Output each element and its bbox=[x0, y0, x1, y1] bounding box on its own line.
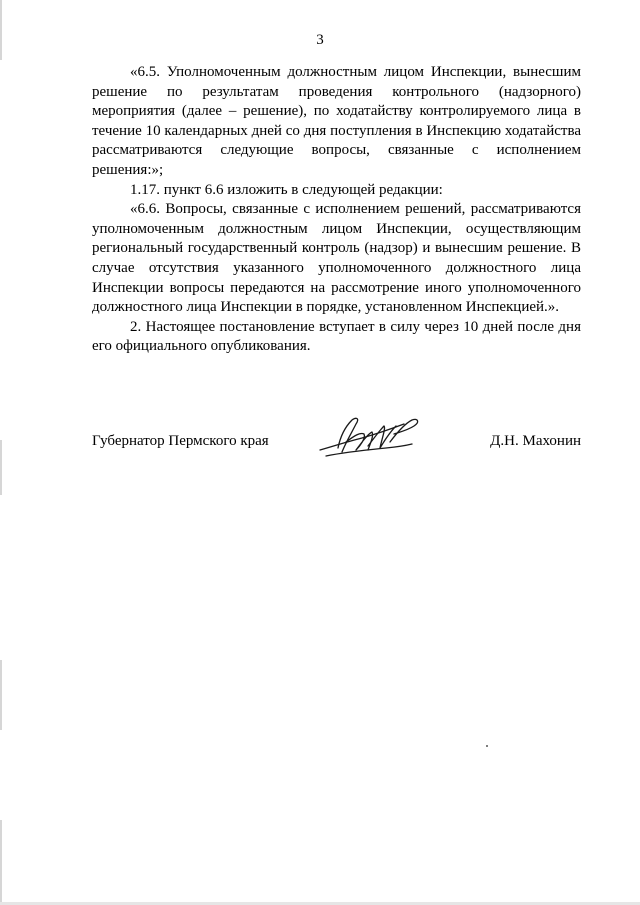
signatory-position: Губернатор Пермского края bbox=[92, 433, 269, 449]
signature-block bbox=[92, 430, 581, 460]
document-body bbox=[92, 63, 581, 357]
handwritten-signature bbox=[316, 412, 426, 460]
scan-edge-mark bbox=[0, 660, 2, 730]
paragraph-1-17: 1.17. пункт 6.6 изложить в следующей редакции: bbox=[130, 181, 443, 198]
page-number: 3 bbox=[316, 32, 324, 48]
signatory-name: Д.Н. Махонин bbox=[490, 433, 581, 449]
scan-edge-mark bbox=[0, 440, 2, 495]
paragraph-6-6: «6.6. Вопросы, связанные с исполнением решений, рассматриваются уполномоченным должностным лицом Инспекции, осуществляющим региональный государственный контроль (надзор) и вынесшим решение. В случае отсутствия указанного уполномоченного должностного лица Инспекции вопросы передаются на рассмотрение иного уполномоченного должностного лица Инспекции в порядке, установленном Инспекцией.». bbox=[92, 201, 581, 316]
paragraph-2: 2. Настоящее постановление вступает в силу через 10 дней после дня его официального опубликования. bbox=[92, 318, 581, 355]
scan-speck bbox=[486, 745, 488, 747]
paragraph-6-5: «6.5. Уполномоченным должностным лицом Инспекции, вынесшим решение по результатам проведения контрольного (надзорного) мероприятия (далее – решение), по ходатайству контролируемого лица в течение 10 календарных дней со дня поступления в Инспекцию ходатайства рассматриваются следующие вопросы, связанные с исполнением решения:»; bbox=[92, 64, 581, 178]
scan-edge-mark bbox=[0, 820, 2, 905]
scan-edge-mark bbox=[0, 0, 2, 60]
